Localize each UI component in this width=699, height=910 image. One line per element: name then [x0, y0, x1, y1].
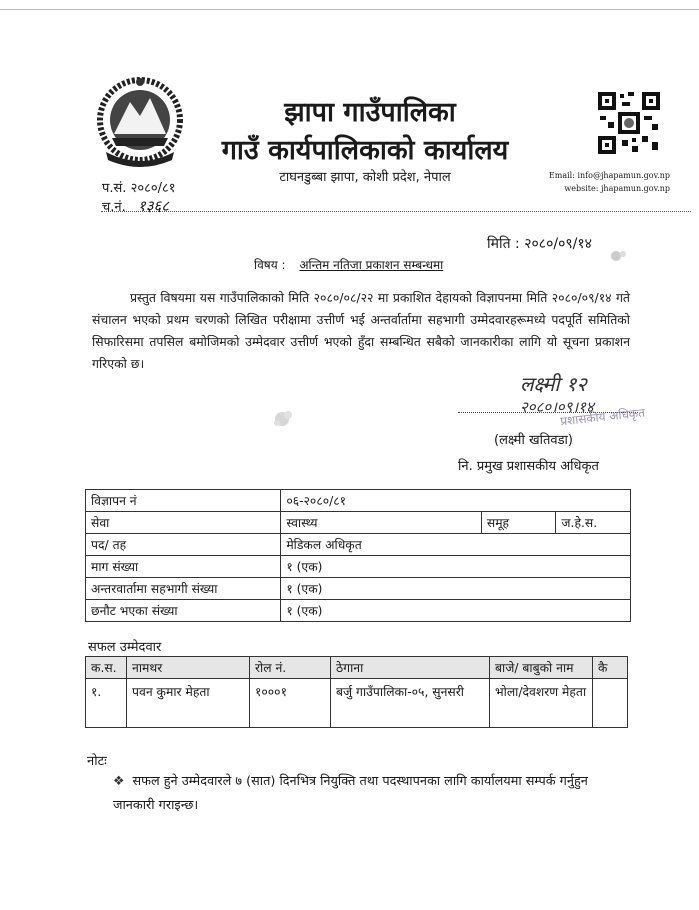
candidates-table	[85, 656, 628, 728]
candidate-remark	[593, 679, 628, 728]
detail-value: स्वास्थ्य	[281, 512, 482, 534]
table-row	[86, 556, 631, 578]
candidate-address: बर्जु गाउँपालिका-०५, सुनसरी	[331, 679, 490, 728]
website-text: website: jhapamun.gov.np	[564, 184, 670, 193]
email-text: Email: info@jhapamun.gov.np	[548, 171, 670, 180]
detail-label: विज्ञापन नं	[86, 490, 281, 512]
office-address: टाघनडुब्बा झापा, कोशी प्रदेश, नेपाल	[279, 170, 451, 185]
detail-label: सेवा	[86, 512, 281, 534]
candidate-name: पवन कुमार मेहता	[127, 679, 250, 728]
detail-label: माग संख्या	[86, 556, 281, 578]
header-divider	[101, 211, 691, 212]
column-header: नामथर	[127, 657, 250, 679]
signatory-name: (लक्ष्मी खतिवडा)	[494, 433, 573, 448]
note-heading: नोटः	[87, 754, 107, 769]
table-row	[86, 534, 631, 556]
ps-value: २०८०/८१	[130, 181, 176, 196]
column-header: क.स.	[86, 657, 127, 679]
handwritten-signature: लक्ष्मी १२	[520, 372, 587, 396]
ps-label: प.सं.	[102, 181, 127, 196]
column-header: रोल नं.	[250, 657, 331, 679]
letter-body: प्रस्तुत विषयमा यस गाउँपालिकाको मिति २०८०/०८/२२ मा प्रकाशित देहायको विज्ञापनमा मिति २०८०/०९/१४ गते संचालन भएको प्रथम चरणको लिखित परीक्षामा उत्तीर्ण भई अन्तर्वार्तामा सहभागी उम्मेदवारहरूमध्ये पदपूर्ति समितिको सिफारिसमा तपसिल बमोजिमको उम्मेदवार उत्तीर्ण भएको हुँदा सम्बन्धित सबैको जानकारीका लागि यो सूचना प्रकाशन गरिएको छ।	[92, 290, 630, 371]
table-row	[86, 490, 631, 512]
office-subtitle: गाउँ कार्यपालिकाको कार्यालय	[221, 135, 509, 166]
candidate-guardian: भोला/देवशरण मेहता	[490, 679, 593, 728]
subject-value: अन्तिम नतिजा प्रकाशन सम्बन्धमा	[299, 258, 444, 272]
column-header: कै	[593, 657, 628, 679]
table-row	[86, 679, 628, 728]
date-label: मिति :	[487, 236, 520, 252]
top-rule	[0, 9, 699, 10]
detail-label: अन्तरवार्तामा सहभागी संख्या	[86, 578, 281, 600]
letter-date	[487, 234, 592, 253]
reference-number	[102, 178, 176, 196]
note-text: सफल हुने उम्मेदवारले ७ (सात) दिनभित्र नियुक्ति तथा पदस्थापनका लागि कार्यालयमा सम्पर्क गर्नुहुन जानकारी गराइन्छ।	[113, 774, 588, 813]
note-item	[113, 770, 633, 818]
table-header-row	[86, 657, 628, 679]
table-row	[86, 600, 631, 622]
dispatch-number	[102, 196, 169, 216]
subject-label: विषय :	[254, 258, 286, 272]
detail-label: पद/ तह	[86, 534, 281, 556]
column-header: ठेगाना	[331, 657, 490, 679]
detail-label: छनौट भएका संख्या	[86, 600, 281, 622]
table-row	[86, 512, 631, 534]
qr-code-icon	[596, 90, 662, 156]
detail-value: ०६-२०८०/८१	[281, 490, 631, 512]
detail-value: मेडिकल अधिकृत	[281, 534, 631, 556]
signatory-title: नि. प्रमुख प्रशासकीय अधिकृत	[458, 459, 599, 474]
column-header: बाजे/ बाबुको नाम	[490, 657, 593, 679]
detail-value: १ (एक)	[281, 556, 631, 578]
detail-value: १ (एक)	[281, 600, 631, 622]
detail-extra-value: ज.हे.स.	[556, 512, 631, 534]
contact-info	[520, 169, 670, 195]
signature-date: २०८०।०९।१४	[520, 398, 594, 416]
successful-candidates-heading: सफल उम्मेदवार	[88, 640, 162, 655]
ink-smudge-icon	[606, 246, 632, 266]
vacancy-details-table	[85, 489, 631, 622]
date-value: २०८०/०९/१४	[524, 236, 592, 252]
emblem-logo	[92, 76, 188, 168]
office-title: झापा गाउँपालिका	[284, 97, 456, 128]
diamond-bullet-icon: ❖	[113, 774, 125, 789]
candidate-sn: १.	[86, 679, 127, 728]
detail-value: १ (एक)	[281, 578, 631, 600]
detail-extra-label: समूह	[481, 512, 556, 534]
ink-smudge-icon	[268, 405, 298, 433]
official-stamp: प्रशासकीय अधिकृत	[559, 405, 646, 429]
cn-label: च.नं.	[102, 200, 126, 215]
table-row	[86, 578, 631, 600]
candidate-roll: १०००१	[250, 679, 331, 728]
letter-subject	[254, 256, 443, 273]
cn-value: १३६८	[137, 197, 170, 215]
